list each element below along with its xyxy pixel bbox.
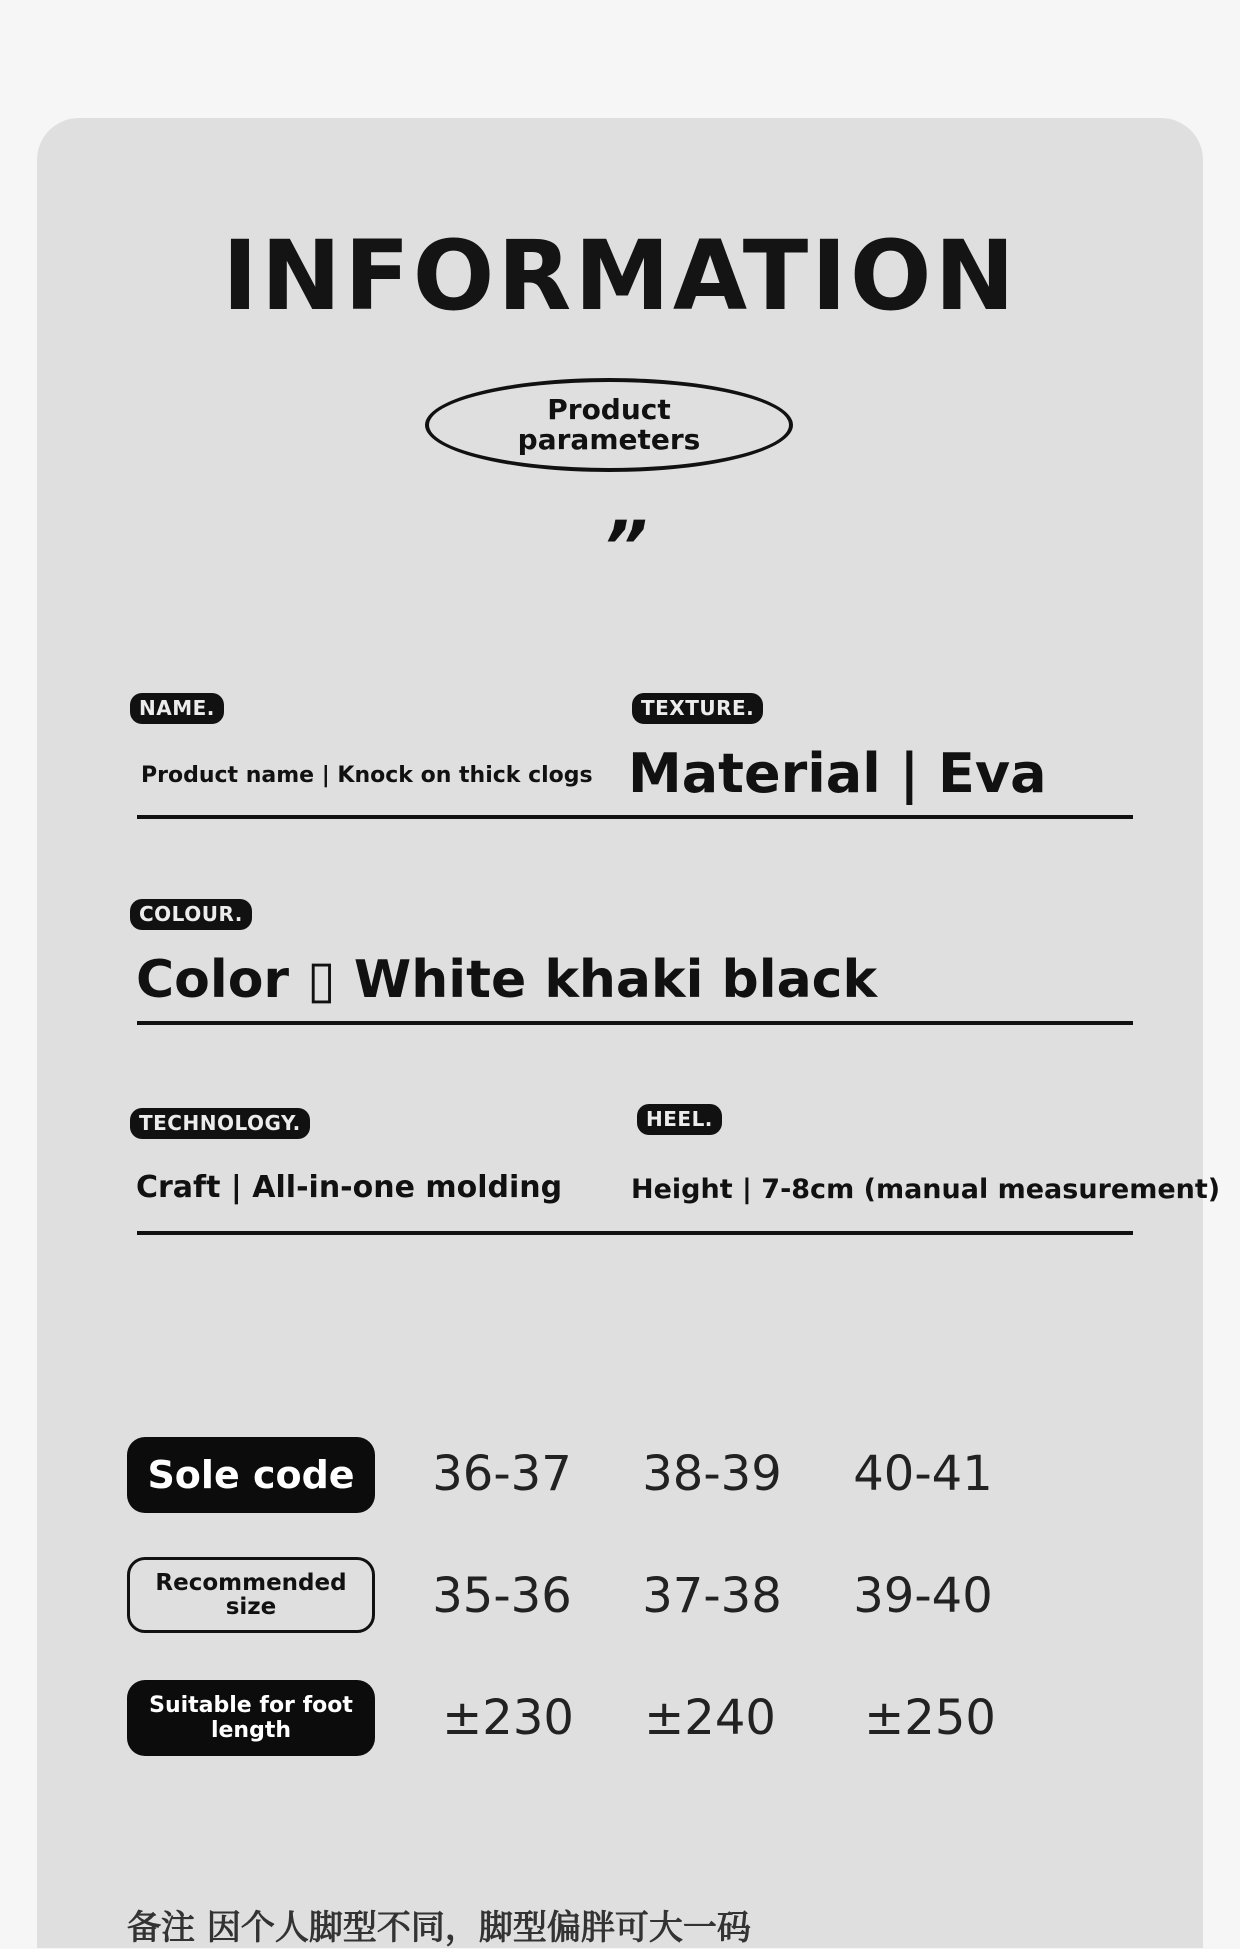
size-cell: ±230 [442,1690,574,1746]
heel-tag: HEEL. [637,1104,722,1135]
size-cell: 38-39 [642,1446,782,1502]
size-cell: ±240 [644,1690,776,1746]
name-tag: NAME. [130,693,224,724]
divider [137,1021,1133,1025]
footer-note: 备注 因个人脚型不同，脚型偏胖可大一码 [127,1908,751,1948]
colour-tag: COLOUR. [130,899,252,930]
technology-tag: TECHNOLOGY. [130,1108,310,1139]
texture-tag: TEXTURE. [632,693,763,724]
product-name-value: Product name | Knock on thick clogs [141,763,593,788]
divider [137,1231,1133,1235]
size-cell: 39-40 [853,1568,993,1624]
size-cell: 35-36 [432,1568,572,1624]
heel-height-value: Height | 7-8cm (manual measurement) [631,1174,1221,1205]
sole-code-label: Sole code [127,1437,375,1513]
size-cell: 37-38 [642,1568,782,1624]
material-value: Material | Eva [628,742,1047,805]
size-cell: 36-37 [432,1446,572,1502]
foot-length-label: Suitable for foot length [127,1680,375,1756]
divider [137,815,1133,819]
size-cell: 40-41 [853,1446,993,1502]
product-parameters-badge: Product parameters [425,378,793,472]
colour-value: Color ▯ White khaki black [136,950,878,1010]
quote-mark-icon: ” [602,506,648,588]
craft-value: Craft | All-in-one molding [136,1170,563,1205]
page-title: INFORMATION [222,220,1018,332]
recommended-size-label: Recommended size [127,1557,375,1633]
size-cell: ±250 [864,1690,996,1746]
